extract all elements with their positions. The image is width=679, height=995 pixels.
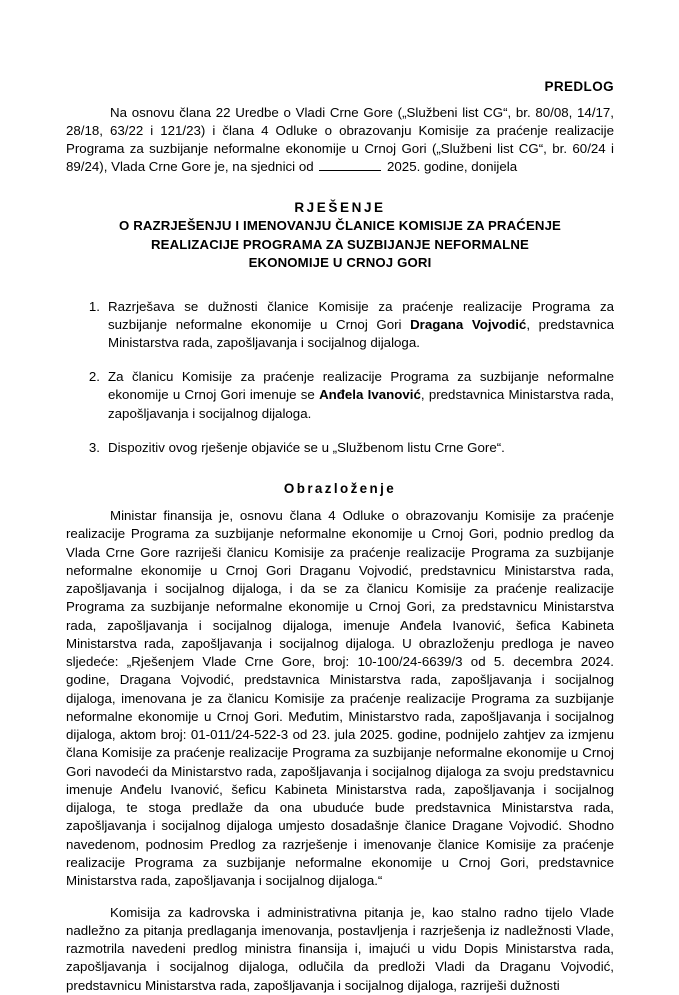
title-main: RJEŠENJE <box>294 199 386 215</box>
preamble-paragraph <box>66 104 614 177</box>
clause-number: 3. <box>88 439 100 455</box>
title-line-3: EKONOMIJE U CRNOJ GORI <box>248 255 432 271</box>
preamble-text-part1: Na osnovu člana 22 Uredbe o Vladi Crne Gore („Službeni list CG“, br. 80/08, 14/17, 28/18, 63/22 i 121/23) i člana 4 Odluke o obrazovanju Komisije za praćenje realizacije Programa za suzbijanje neformalne ekonomije u Crnoj Gori („Službeni list CG“, br. 60/24 i 89/24), Vlada Crne Gore je, na sjednici od <box>66 104 614 175</box>
clause-text-after: , predstavnica Ministarstva rada, zapošljavanja i socijalnog dijaloga. <box>108 387 614 421</box>
explanation-paragraph: Ministar finansija je, osnovu člana 4 Odluke o obrazovanju Komisije za praćenje realizacije Programa za suzbijanje neformalne ekonomije u Crnoj Gori, podnio predlog da Vlada Crne Gore razriješi članicu Komisije za praćenje realizacije Programa za suzbijanje neformalne ekonomije u Crnoj Gori Draganu Vojvodić, predstavnicu Ministarstva rada, zapošljavanja i socijalnog dijaloga, i da se za članicu Komisije za praćenje realizacije Programa za suzbijanje neformalne ekonomije u Crnoj Gori, za predstavnicu Ministarstva rada, zapošljavanja i socijalnog dijaloga, imenuje Anđela Ivanović, šefica Kabineta Ministarstva rada, zapošljavanja i socijalnog dijaloga. U obrazloženju predloga je naveo sljedeće: „Rješenjem Vlade Crne Gore, broj: 10-100/24-6639/3 od 5. decembra 2024. godine, Dragana Vojvodić, predstavnica Ministarstva rada, zapošljavanja i socijalnog dijaloga, imenovana je za članicu Komisije za praćenje realizacije Programa za suzbijanje neformalne ekonomije u Crnoj Gori. Međutim, Ministarstvo rada, zapošljavanja i socijalnog dijaloga, aktom broj: 01-011/24-522-3 od 23. jula 2025. godine, podnijelo zahtjev za izmjenu člana Komisije za praćenje realizacije Programa za suzbijanje neformalne ekonomije u Crnoj Gori navodeći da Ministarstvo rada, zapošljavanja i socijalnog dijaloga za svoju predstavnicu imenuje Anđelu Ivanović, šeficu Kabineta Ministarstva rada, zapošljavanja i socijalnog dijaloga, te stoga predlaže da ona ubuduće bude predstavnica Ministarstva rada, zapošljavanja i socijalnog dijaloga umjesto dosadašnje članice Dragane Vojvodić. Shodno navedenom, podnosim Predlog za razrješenje i imenovanje članice Komisije za praćenje realizacije Programa za suzbijanje neformalne ekonomije u Crnoj Gori, predstavnice Ministarstva rada, zapošljavanja i socijalnog dijaloga.“ <box>66 508 614 889</box>
clause-item <box>78 368 614 423</box>
preamble-text-part2: 2025. godine, donijela <box>383 159 518 175</box>
explanation-paragraph: Komisija za kadrovska i administrativna pitanja je, kao stalno radno tijelo Vlade nadležno za pitanja predlaganja imenovanja, postavljenja i razrješenja iz nadležnosti Vlade, razmotrila navedeni predlog ministra finansija i, imajući u vidu Dopis Ministarstva rada, zapošljavanja i socijalnog dijaloga, odlučila da predloži Vladi da Draganu Vojvodić, predstavnicu Ministarstva rada, zapošljavanja i socijalnog dijaloga, razriješi dužnosti <box>66 904 614 993</box>
clause-text-before: Razrješava se dužnosti članice Komisije za praćenje realizacije Programa za suzbijanje neformalne ekonomije u Crnoj Gori <box>108 298 614 332</box>
clause-text-after: , predstavnica Ministarstva rada, zapošljavanja i socijalnog dijaloga. <box>108 316 614 351</box>
date-blank-field[interactable] <box>319 161 381 172</box>
title-line-2: REALIZACIJE PROGRAMA ZA SUZBIJANJE NEFORMALNE <box>151 236 529 252</box>
explanation-heading: Obrazloženje <box>283 481 397 497</box>
document-title-block <box>66 199 614 272</box>
clause-list <box>66 298 614 457</box>
clause-text-before: Dispozitiv ovog rješenje objaviće se u „Službenom listu Crne Gore“. <box>108 439 505 455</box>
clause-number: 2. <box>88 369 100 385</box>
clause-bold-name: Dragana Vojvodić <box>410 316 527 332</box>
document-header-label: PREDLOG <box>544 79 614 94</box>
clause-bold-name: Anđela Ivanović <box>319 387 421 403</box>
clause-text-before: Za članicu Komisije za praćenje realizacije Programa za suzbijanje neformalne ekonomije u Crnoj Gori imenuje se <box>108 369 614 403</box>
clause-item <box>78 298 614 353</box>
clause-number: 1. <box>88 298 100 314</box>
title-line-1: O RAZRJEŠENJU I IMENOVANJU ČLANICE KOMISIJE ZA PRAĆENJE <box>118 218 562 234</box>
clause-item <box>78 439 614 457</box>
